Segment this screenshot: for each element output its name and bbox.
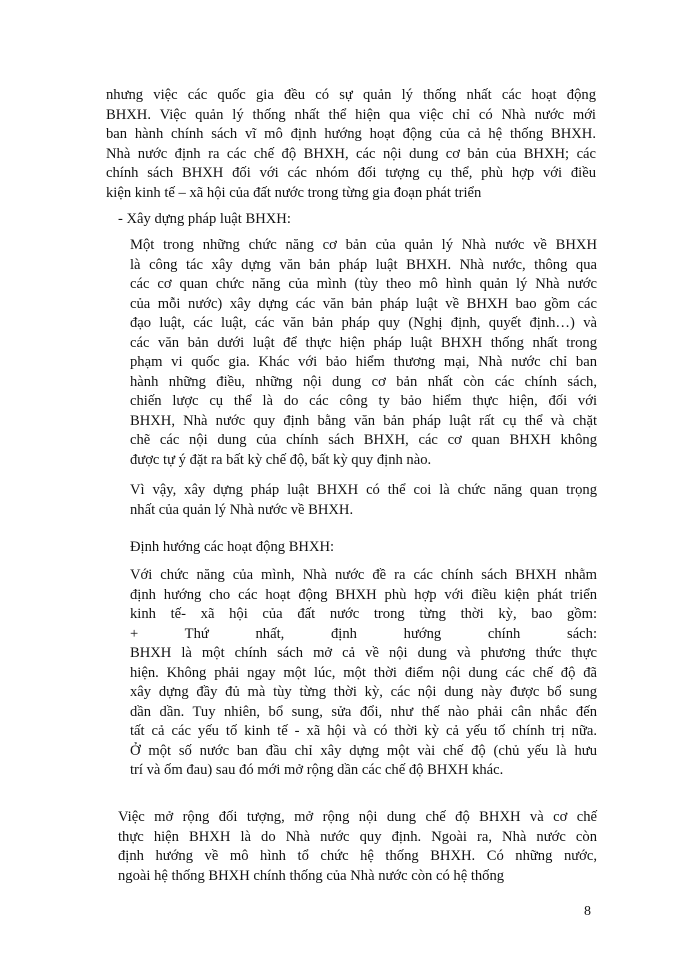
text-line: tất cả các yếu tố kinh tế - xã hội và có thời kỳ cả yếu tố chính trị nữa.: [130, 723, 597, 739]
text-line: BHXH, Nhà nước quy định bằng văn bản pháp luật rất cụ thể và chặt: [130, 412, 597, 429]
text-line: dần dần. Tuy nhiên, bổ sung, sửa đổi, như thế nào phải cân nhắc đến: [130, 703, 597, 720]
text-line: chẽ các nội dung của chính sách BHXH, các cơ quan BHXH không: [130, 432, 597, 448]
paragraph-intro: [106, 86, 596, 203]
text-line: ban hành chính sách vĩ mô định hướng hoạt động của cả hệ thống BHXH.: [106, 126, 596, 142]
text-line: chiến lược cụ thể là do các công ty bảo hiểm thực hiện, đối với: [130, 393, 597, 409]
page-number: 8: [584, 904, 591, 919]
text-line: nhưng việc các quốc gia đều có sự quản lý thống nhất các hoạt động: [106, 87, 596, 103]
text-line: Với chức năng của mình, Nhà nước đề ra các chính sách BHXH nhằm: [130, 567, 597, 583]
text-line: Một trong những chức năng cơ bản của quản lý Nhà nước về BHXH: [130, 237, 597, 253]
text-line: kinh tế- xã hội của đất nước trong từng thời kỳ, bao gồm:: [130, 606, 597, 622]
text-line: + Thứ nhất, định hướng chính sách:: [130, 625, 597, 642]
text-line: BHXH là một chính sách mở cả về nội dung và phương thức thực: [130, 645, 597, 661]
text-line: nhất của quản lý Nhà nước về BHXH.: [130, 501, 354, 518]
text-line: xây dựng đầy đủ mà tùy từng thời kỳ, các nội dung này được bổ sung: [130, 684, 597, 700]
heading-dinh-huong: Định hướng các hoạt động BHXH:: [130, 539, 335, 555]
text-line: hiện. Không phải ngay một lúc, một thời điểm nội dung các chế độ đã: [130, 664, 597, 681]
text-line: định hướng cho các hoạt động BHXH phù hợp với điều kiện phát triển: [130, 586, 597, 603]
text-line: ngoài hệ thống BHXH chính thống của Nhà nước còn có hệ thống: [118, 867, 505, 884]
text-line: Ở một số nước ban đầu chỉ xây dựng một vài chế độ (chủ yếu là hưu: [130, 742, 597, 759]
text-line: các cơ quan chức năng của mình (tùy theo mô hình quản lý Nhà nước: [130, 276, 597, 292]
text-line: đạo luật, các luật, các văn bản pháp quy (Nghị định, quyết định…) và: [130, 315, 597, 331]
paragraph-ket-luan: [130, 481, 597, 520]
text-line: BHXH. Việc quản lý thống nhất thể hiện qua việc chỉ có Nhà nước mới: [106, 106, 596, 123]
text-line: phạm vi quốc gia. Khác với bảo hiểm thương mại, Nhà nước chỉ ban: [130, 354, 597, 370]
paragraph-mo-rong: [118, 808, 597, 886]
text-line: Việc mở rộng đối tượng, mở rộng nội dung chế độ BHXH và cơ chế: [118, 809, 597, 825]
text-line: được tự ý đặt ra bất kỳ chế độ, bất kỳ quy định nào.: [130, 451, 432, 468]
paragraph-dinh-huong: [130, 566, 597, 781]
text-line: các văn bản dưới luật để thực hiện pháp luật BHXH thống nhất trong: [130, 334, 597, 351]
text-line: chính sách BHXH đối với các nhóm đối tượng cụ thể, phù hợp với điều: [106, 165, 596, 181]
text-line: hành những điều, những nội dung cơ bản nhất còn các chính sách,: [130, 373, 597, 390]
heading-xay-dung-phap-luat: - Xây dựng pháp luật BHXH:: [118, 211, 291, 227]
paragraph-xay-dung-phap-luat: [130, 236, 597, 470]
text-line: thực hiện BHXH là do Nhà nước quy định. Ngoài ra, Nhà nước còn: [118, 828, 597, 845]
text-line: là công tác xây dựng văn bản pháp luật BHXH. Nhà nước, thông qua: [130, 256, 597, 273]
text-line: trí và ốm đau) sau đó mới mở rộng dần các chế độ BHXH khác.: [130, 762, 504, 778]
text-line: kiện kinh tế – xã hội của đất nước trong từng gia đoạn phát triển: [106, 184, 482, 201]
text-line: Nhà nước định ra các chế độ BHXH, các nội dung cơ bản của BHXH; các: [106, 145, 596, 162]
text-line: Vì vậy, xây dựng pháp luật BHXH có thể coi là chức năng quan trọng: [130, 482, 597, 498]
text-line: của mỗi nước) xây dựng các văn bản pháp luật về BHXH bao gồm các: [130, 295, 597, 312]
text-line: định hướng về mô hình tổ chức hệ thống BHXH. Có những nước,: [118, 848, 597, 864]
